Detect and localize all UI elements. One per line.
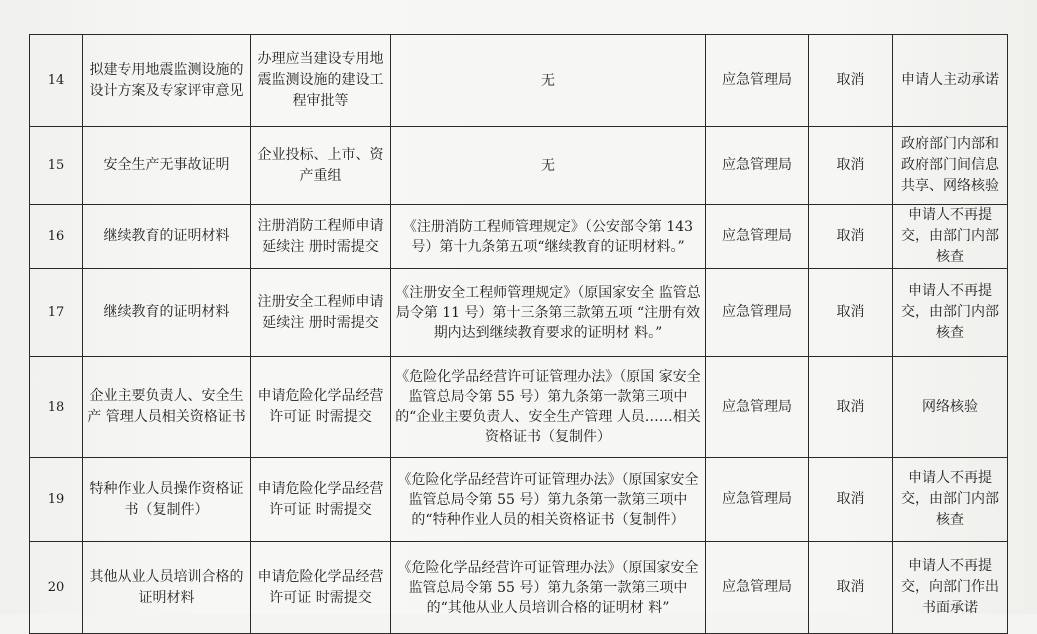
legal-basis: 《危险化学品经营许可证管理办法》（原国 家安全监管总局令第 55 号）第九条第一款第三项中的“企业主要负责人、安全生产管理 人员……相关资格证书（复制件）: [391, 357, 706, 458]
table-row: [30, 205, 1008, 269]
action: 取消: [809, 542, 893, 634]
action: 取消: [809, 127, 893, 205]
certificate-item: 继续教育的证明材料: [83, 269, 251, 357]
table-row: [30, 542, 1008, 634]
table-row: [30, 458, 1008, 542]
action: 取消: [809, 35, 893, 127]
alternative-measure: 申请人主动承诺: [893, 35, 1008, 127]
alternative-measure: 政府部门内部和政府部门间信息共享、网络核验: [893, 127, 1008, 205]
certificate-item: 其他从业人员培训合格的证明材料: [83, 542, 251, 634]
usage-scenario: 申请危险化学品经营许可证 时需提交: [251, 357, 391, 458]
table-row: [30, 127, 1008, 205]
alternative-measure: 申请人不再提交，由部门内部核查: [893, 205, 1008, 269]
usage-scenario: 办理应当建设专用地震监测设施的建设工程审批等: [251, 35, 391, 127]
legal-basis: 《危险化学品经营许可证管理办法》（原国家安全监管总局令第 55 号）第九条第一款第三项中的“特种作业人员的相关资格证书（复制件）: [391, 458, 706, 542]
usage-scenario: 企业投标、上市、资产重组: [251, 127, 391, 205]
table-body: [30, 35, 1008, 634]
action: 取消: [809, 357, 893, 458]
row-number: 17: [30, 269, 83, 357]
usage-scenario: 注册消防工程师申请延续注 册时需提交: [251, 205, 391, 269]
certificate-item: 安全生产无事故证明: [83, 127, 251, 205]
certificate-item: 拟建专用地震监测设施的设计方案及专家评审意见: [83, 35, 251, 127]
action: 取消: [809, 269, 893, 357]
alternative-measure: 网络核验: [893, 357, 1008, 458]
usage-scenario: 申请危险化学品经营许可证 时需提交: [251, 542, 391, 634]
usage-scenario: 申请危险化学品经营许可证 时需提交: [251, 458, 391, 542]
legal-basis: 《注册安全工程师管理规定》（原国家安全 监管总局令第 11 号）第十三条第三款第五项 “注册有效期内达到继续教育要求的证明材 料。”: [391, 269, 706, 357]
alternative-measure: 申请人不再提交，由部门内部核查: [893, 269, 1008, 357]
department: 应急管理局: [706, 357, 809, 458]
alternative-measure: 申请人不再提交，由部门内部核查: [893, 458, 1008, 542]
department: 应急管理局: [706, 458, 809, 542]
certificate-item: 特种作业人员操作资格证书（复制件）: [83, 458, 251, 542]
alternative-measure: 申请人不再提交，向部门作出书面承诺: [893, 542, 1008, 634]
department: 应急管理局: [706, 127, 809, 205]
row-number: 15: [30, 127, 83, 205]
department: 应急管理局: [706, 269, 809, 357]
certificate-item: 继续教育的证明材料: [83, 205, 251, 269]
legal-basis: 《注册消防工程师管理规定》（公安部令第 143 号）第十九条第五项“继续教育的证明材料。”: [391, 205, 706, 269]
department: 应急管理局: [706, 205, 809, 269]
department: 应急管理局: [706, 35, 809, 127]
certificate-cancellation-table: [29, 34, 1008, 634]
action: 取消: [809, 458, 893, 542]
row-number: 20: [30, 542, 83, 634]
row-number: 18: [30, 357, 83, 458]
usage-scenario: 注册安全工程师申请延续注 册时需提交: [251, 269, 391, 357]
action: 取消: [809, 205, 893, 269]
table-row: [30, 357, 1008, 458]
table-row: [30, 35, 1008, 127]
row-number: 14: [30, 35, 83, 127]
legal-basis: 无: [391, 127, 706, 205]
department: 应急管理局: [706, 542, 809, 634]
row-number: 16: [30, 205, 83, 269]
row-number: 19: [30, 458, 83, 542]
table-row: [30, 269, 1008, 357]
certificate-item: 企业主要负责人、安全生产 管理人员相关资格证书: [83, 357, 251, 458]
legal-basis: 无: [391, 35, 706, 127]
legal-basis: 《危险化学品经营许可证管理办法》（原国家安全监管总局令第 55 号）第九条第一款第三项中的“其他从业人员培训合格的证明材 料”: [391, 542, 706, 634]
